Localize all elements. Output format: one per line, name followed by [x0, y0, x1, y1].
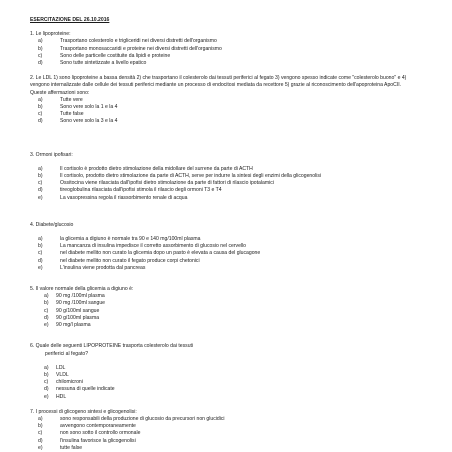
answer-option: d) l'insulina favorisce la glicogenolisi — [38, 437, 136, 444]
answer-option: e) L'insulina viene prodotta dal pancreas — [38, 264, 146, 271]
answer-option: d) 90 g/100ml plasma — [44, 314, 100, 321]
answer-option: a) sono responsabili della produzione di glucosio da precursori non glucidici — [38, 415, 225, 422]
answer-option: d) nessuna di quelle indicate — [44, 386, 115, 393]
answer-option: d) Sono vere solo la 3 e la 4 — [38, 118, 118, 125]
question-text: 4. Diabete/glucosio — [30, 221, 74, 228]
answer-option: a) Tutte vere — [38, 96, 83, 103]
answer-option: c) Ossitocina viene rilasciata dall'ipofisi dietro stimolazione da parte di fattori di rilascio ipotalamici — [38, 180, 274, 187]
answer-option: b) Sono vere solo la 1 e la 4 — [38, 104, 118, 111]
question-text: 2. Le LDL 1) sono lipoproteine a bassa densità 2) che trasportano il colesterolo dai tessuti periferici al fegato 3) vengono spesso indicate come "colesterolo buono" e 4) vengono internalizzate dalle cellule dei tessuti periferici mediante un processo di endocitosi mediata da recettore 5) grazie al riconoscimento dell'apoproteina ApoCII. Queste affermazioni sono: — [30, 75, 407, 96]
question-2 — [30, 75, 408, 125]
answer-option: b) La mancanza di insulina impedisce il corretto assorbimento di glucosio nel cervello — [38, 243, 247, 250]
question-5 — [30, 286, 408, 329]
answer-option: c) Sono delle particelle costituite da lipidi e proteine — [38, 52, 171, 59]
answer-option: e) tutte false — [38, 444, 83, 451]
question-1 — [30, 31, 408, 67]
question-text: 1. Le lipoproteine: — [30, 31, 71, 38]
answer-option: e) La vasopressina regola il riassorbimento renale di acqua — [38, 194, 188, 201]
question-text: 5. Il valore normale della glicemia a digiuno è: — [30, 286, 134, 293]
question-text: 7. I processi di glicogeno sintesi e glicogenolisi: — [30, 408, 137, 415]
answer-option: a) 90 mg /100ml plasma — [44, 293, 105, 300]
document-title: ESERCITAZIONE DEL 26.10.2016 — [30, 17, 110, 23]
question-4 — [30, 222, 408, 272]
answer-option: c) 90 g/100ml sangue — [44, 307, 100, 314]
answer-option: b) 90 mg /100ml sangue — [44, 300, 105, 307]
question-text-continuation: periferici al fegato? — [45, 350, 89, 357]
answer-option: a) LDL — [44, 364, 66, 371]
answer-option: c) nel diabete mellito non curato la glicemia dopo un pasto è elevata a causa del glucagone — [38, 250, 261, 257]
answer-option: b) VLDL — [44, 371, 69, 378]
answer-option: d) tireoglobulina rilasciata dall'ipofisi stimola il rilascio degli ormoni T3 e T4 — [38, 187, 222, 194]
answer-option: b) Trasportano monosaccaridi e proteine nei diversi distretti dell'organismo — [38, 45, 222, 52]
answer-option: a) la glicemia a digiuno è normale tra 90 e 140 mg/100ml plasma — [38, 236, 201, 243]
answer-option: c) non sono sotto il controllo ormonale — [38, 430, 141, 437]
question-text: 6. Quale delle seguenti LIPOPROTEINE trasporta colesterolo dai tessuti — [30, 343, 194, 350]
answer-option: d) nel diabete mellito non curato il fegato produce corpi chetonici — [38, 257, 200, 264]
answer-option: a) Trasportano colesterolo e trigliceridi nei diversi distretti dell'organismo — [38, 38, 217, 45]
answer-option: b) avvengono contemporaneamente — [38, 423, 136, 430]
answer-option: e) 90 mg/l plasma — [44, 322, 91, 329]
answer-option: c) Tutte false — [38, 111, 84, 118]
question-text: 3. Ormoni ipofisari: — [30, 151, 73, 158]
question-7 — [30, 409, 408, 452]
answer-option: e) HDL — [44, 393, 67, 400]
question-6 — [30, 343, 408, 400]
answer-option: c) chilomicroni — [44, 379, 83, 386]
answer-option: d) Sono tutte sintetizzate a livello epatico — [38, 60, 147, 67]
answer-option: a) Il cortisolo è prodotto dietro stimolazione della midollare del surrene da parte di ACTH — [38, 165, 253, 172]
question-3 — [30, 152, 408, 202]
answer-option: b) Il cortisolo, prodotto dietro stimolazione da parte di ACTH, serve per indurre la sintesi degli enzimi della glicogenolisi — [38, 173, 322, 180]
